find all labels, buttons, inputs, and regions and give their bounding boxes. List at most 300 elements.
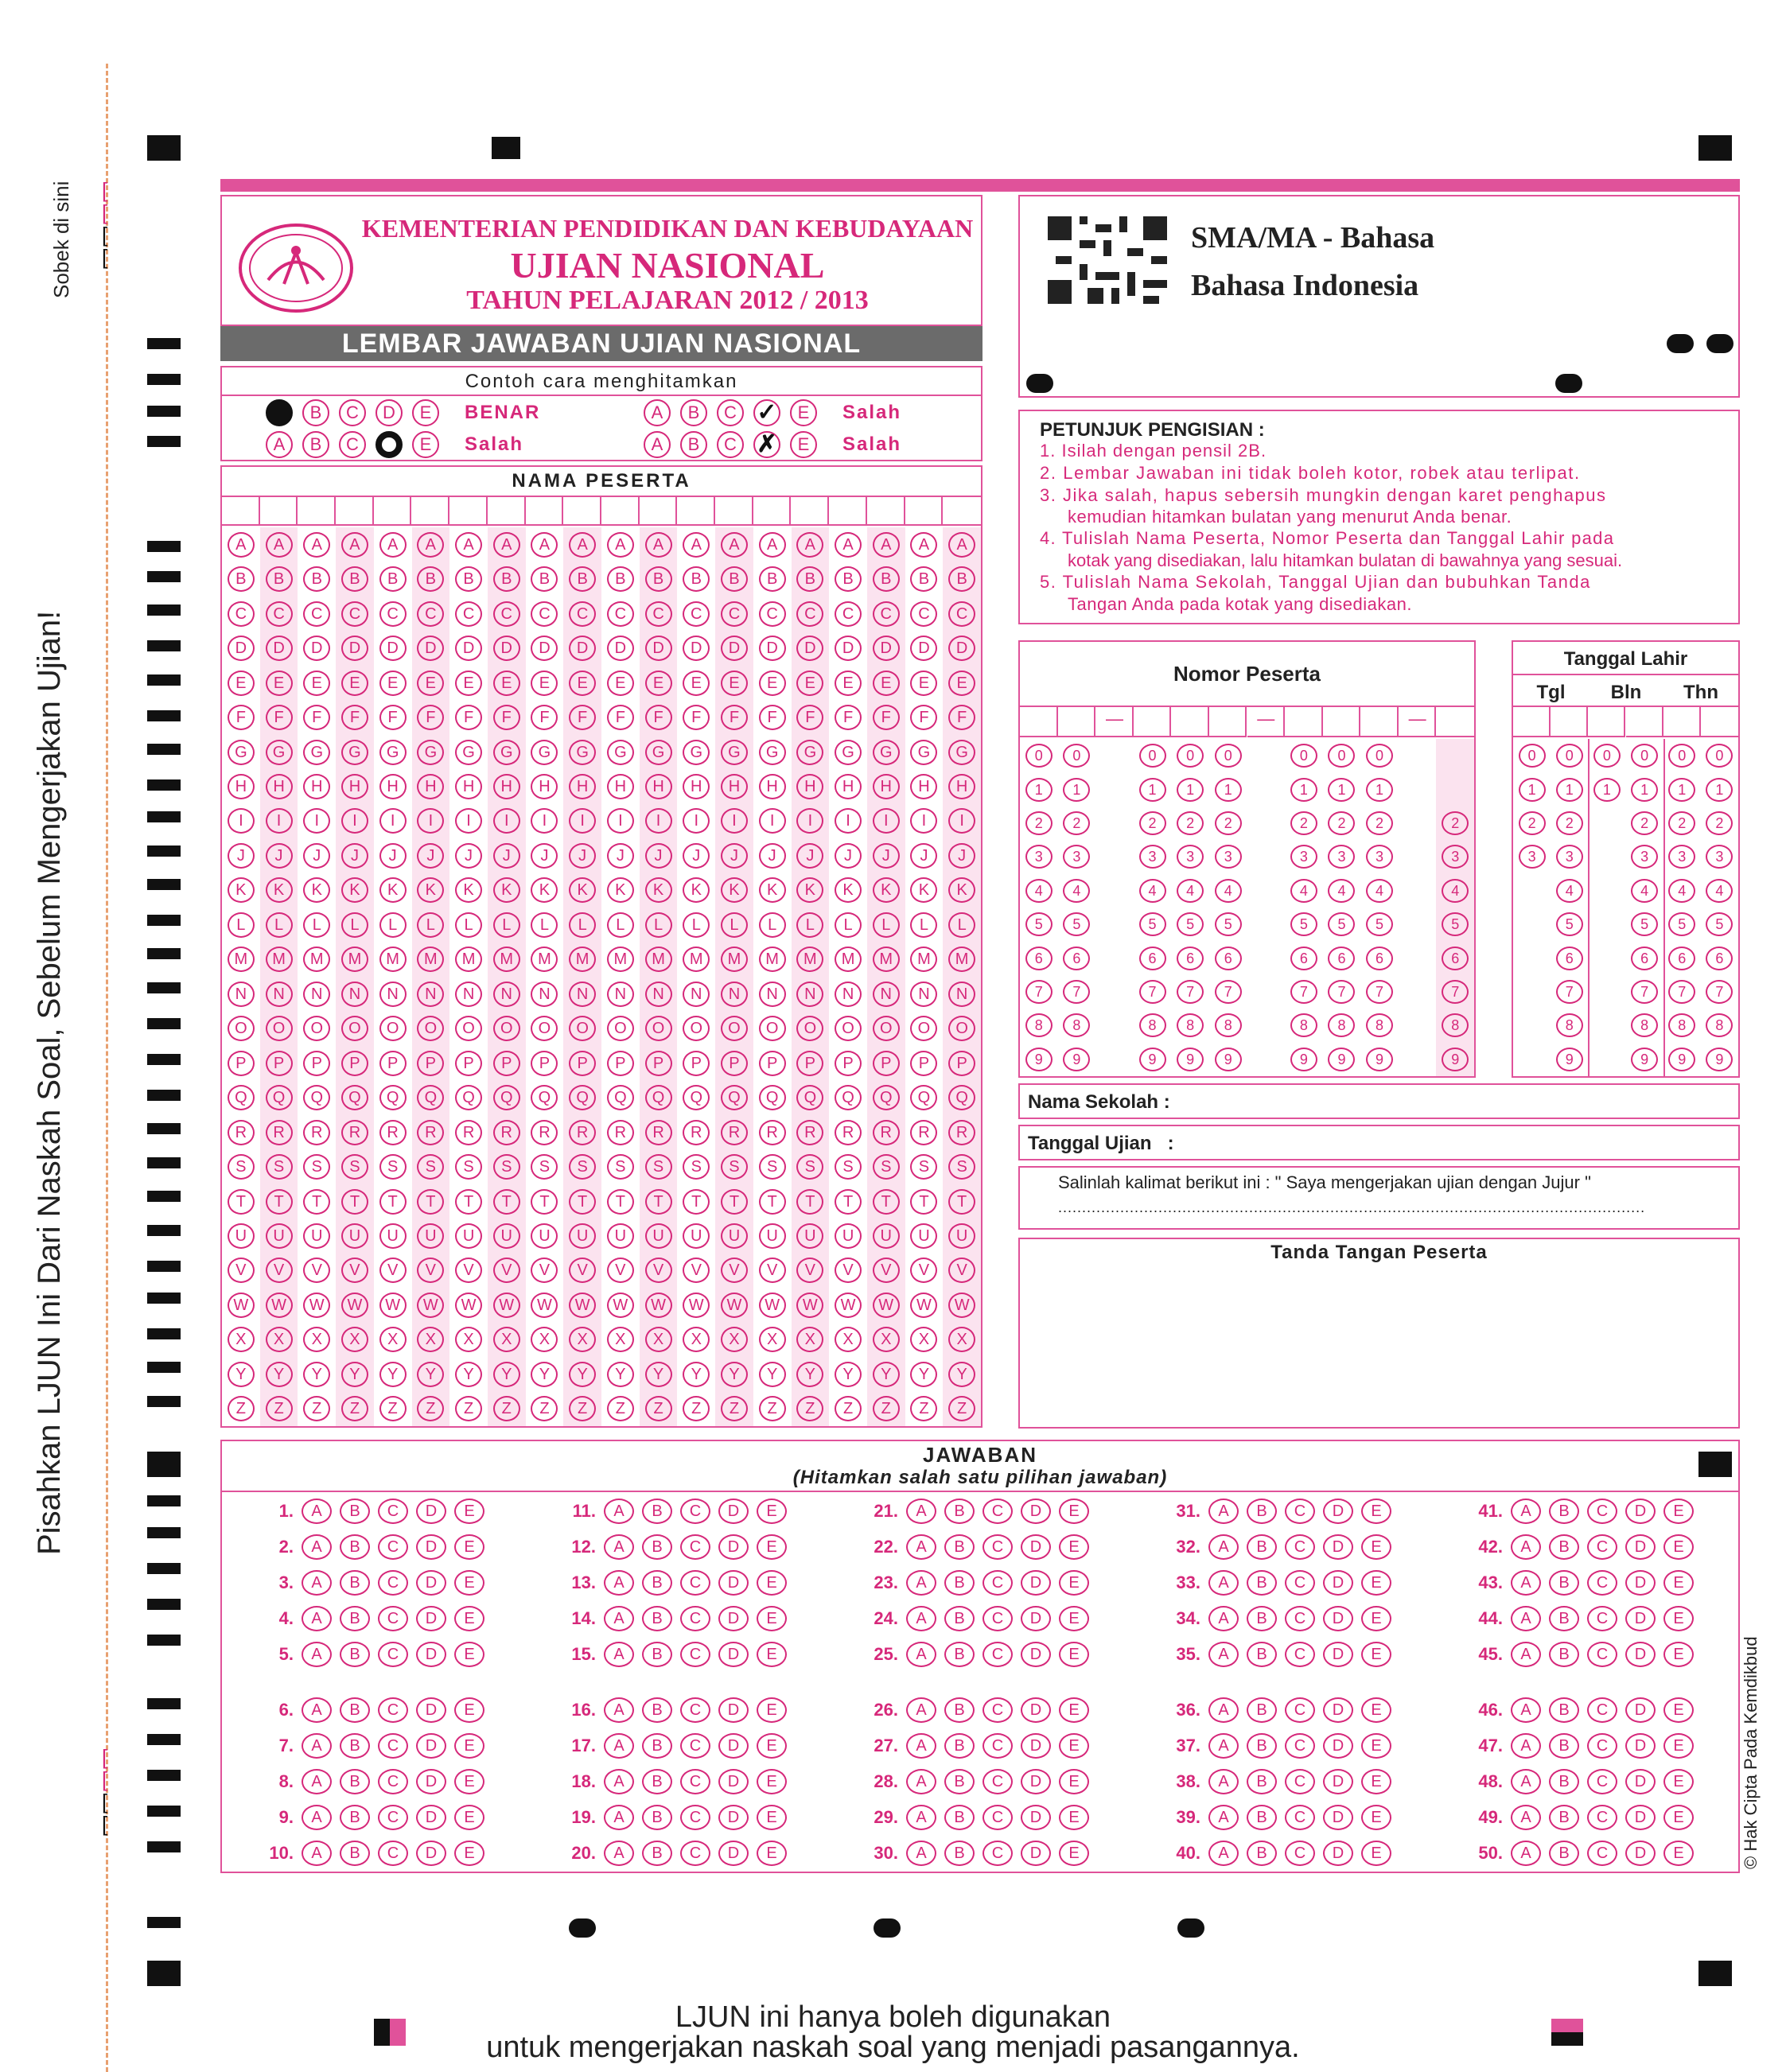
nomor-bubble[interactable]: 2: [1290, 811, 1317, 835]
name-bubble[interactable]: W: [607, 1293, 634, 1318]
answer-bubble[interactable]: C: [680, 1642, 710, 1667]
name-bubble[interactable]: P: [835, 1051, 862, 1076]
name-bubble[interactable]: X: [341, 1327, 368, 1352]
name-bubble[interactable]: S: [493, 1154, 520, 1180]
name-bubble[interactable]: V: [379, 1258, 407, 1283]
name-bubble[interactable]: A: [721, 532, 748, 558]
answer-bubble[interactable]: A: [1208, 1733, 1239, 1759]
answer-bubble[interactable]: D: [1625, 1606, 1656, 1631]
name-bubble[interactable]: T: [417, 1189, 444, 1215]
answer-bubble[interactable]: A: [906, 1733, 936, 1759]
name-bubble[interactable]: H: [303, 774, 330, 799]
name-bubble[interactable]: O: [683, 1016, 710, 1041]
answer-bubble[interactable]: A: [906, 1499, 936, 1524]
name-bubble[interactable]: Q: [645, 1085, 672, 1110]
name-bubble[interactable]: V: [948, 1258, 975, 1283]
name-bubble[interactable]: I: [455, 808, 482, 834]
nomor-bubble[interactable]: 6: [1442, 947, 1469, 970]
name-bubble[interactable]: U: [796, 1223, 823, 1249]
tanggal-bubble[interactable]: 6: [1556, 947, 1583, 970]
name-bubble[interactable]: Q: [873, 1085, 900, 1110]
name-bubble[interactable]: H: [266, 774, 293, 799]
name-bubble[interactable]: R: [569, 1120, 596, 1145]
name-bubble[interactable]: P: [948, 1051, 975, 1076]
nomor-bubble[interactable]: 3: [1139, 845, 1166, 869]
answer-bubble[interactable]: C: [1587, 1769, 1617, 1794]
answer-bubble[interactable]: C: [1285, 1499, 1315, 1524]
name-bubble[interactable]: J: [835, 843, 862, 869]
name-bubble[interactable]: X: [379, 1327, 407, 1352]
nomor-bubble[interactable]: 2: [1442, 811, 1469, 835]
nomor-bubble[interactable]: 1: [1139, 778, 1166, 802]
name-bubble[interactable]: J: [531, 843, 558, 869]
name-bubble[interactable]: A: [759, 532, 786, 558]
name-bubble[interactable]: F: [493, 705, 520, 730]
name-bubble[interactable]: J: [266, 843, 293, 869]
name-bubble[interactable]: S: [417, 1154, 444, 1180]
name-bubble[interactable]: O: [873, 1016, 900, 1041]
answer-bubble[interactable]: D: [1625, 1642, 1656, 1667]
name-bubble[interactable]: B: [531, 566, 558, 592]
answer-bubble[interactable]: B: [1549, 1499, 1579, 1524]
name-bubble[interactable]: V: [228, 1258, 255, 1283]
name-bubble[interactable]: U: [759, 1223, 786, 1249]
nomor-bubble[interactable]: 0: [1290, 744, 1317, 768]
name-bubble[interactable]: R: [341, 1120, 368, 1145]
answer-bubble[interactable]: E: [454, 1570, 484, 1596]
nomor-bubble[interactable]: 0: [1215, 744, 1242, 768]
name-bubble[interactable]: M: [948, 947, 975, 972]
name-bubble[interactable]: Z: [835, 1396, 862, 1421]
answer-bubble[interactable]: E: [757, 1841, 787, 1866]
name-bubble[interactable]: Y: [607, 1362, 634, 1387]
nomor-bubble[interactable]: 9: [1177, 1048, 1204, 1071]
name-bubble[interactable]: K: [493, 877, 520, 903]
name-bubble[interactable]: H: [569, 774, 596, 799]
nomor-bubble[interactable]: 7: [1139, 980, 1166, 1004]
name-bubble[interactable]: D: [569, 636, 596, 661]
name-bubble[interactable]: D: [303, 636, 330, 661]
answer-bubble[interactable]: A: [604, 1733, 634, 1759]
nomor-bubble[interactable]: 9: [1025, 1048, 1053, 1071]
nomor-bubble[interactable]: 7: [1063, 980, 1090, 1004]
name-bubble[interactable]: Q: [607, 1085, 634, 1110]
name-bubble[interactable]: G: [417, 740, 444, 765]
answer-bubble[interactable]: A: [1208, 1697, 1239, 1723]
name-bubble[interactable]: N: [607, 982, 634, 1007]
name-write-boxes[interactable]: [222, 497, 981, 526]
name-bubble[interactable]: H: [645, 774, 672, 799]
name-bubble[interactable]: I: [493, 808, 520, 834]
name-bubble[interactable]: D: [910, 636, 937, 661]
answer-bubble[interactable]: E: [1663, 1606, 1694, 1631]
name-bubble[interactable]: U: [683, 1223, 710, 1249]
nomor-bubble[interactable]: 6: [1215, 947, 1242, 970]
nomor-bubble[interactable]: 3: [1177, 845, 1204, 869]
name-bubble[interactable]: C: [303, 601, 330, 627]
answer-bubble[interactable]: E: [454, 1534, 484, 1560]
name-bubble[interactable]: Q: [379, 1085, 407, 1110]
answer-bubble[interactable]: C: [1285, 1642, 1315, 1667]
answer-bubble[interactable]: C: [1285, 1606, 1315, 1631]
answer-bubble[interactable]: D: [1625, 1697, 1656, 1723]
name-bubble[interactable]: U: [948, 1223, 975, 1249]
answer-bubble[interactable]: D: [1625, 1769, 1656, 1794]
tanggal-bubble[interactable]: 4: [1668, 879, 1695, 903]
name-bubble[interactable]: W: [266, 1293, 293, 1318]
nomor-bubble[interactable]: 1: [1290, 778, 1317, 802]
answer-bubble[interactable]: B: [1247, 1606, 1277, 1631]
answer-bubble[interactable]: B: [1247, 1805, 1277, 1830]
tanggal-bubble[interactable]: 1: [1706, 778, 1733, 802]
answer-bubble[interactable]: C: [982, 1642, 1013, 1667]
answer-bubble[interactable]: B: [642, 1642, 672, 1667]
name-bubble[interactable]: H: [493, 774, 520, 799]
name-bubble[interactable]: C: [569, 601, 596, 627]
name-bubble[interactable]: U: [873, 1223, 900, 1249]
answer-bubble[interactable]: D: [1021, 1841, 1051, 1866]
name-bubble[interactable]: Q: [721, 1085, 748, 1110]
answer-bubble[interactable]: C: [1587, 1642, 1617, 1667]
answer-bubble[interactable]: E: [1361, 1534, 1391, 1560]
name-bubble[interactable]: E: [683, 671, 710, 696]
name-bubble[interactable]: N: [683, 982, 710, 1007]
tanggal-bubble[interactable]: 7: [1556, 980, 1583, 1004]
name-bubble[interactable]: Y: [721, 1362, 748, 1387]
name-bubble[interactable]: S: [759, 1154, 786, 1180]
name-bubble[interactable]: C: [910, 601, 937, 627]
name-bubble[interactable]: C: [493, 601, 520, 627]
name-bubble[interactable]: X: [607, 1327, 634, 1352]
answer-bubble[interactable]: E: [1361, 1499, 1391, 1524]
answer-bubble[interactable]: A: [302, 1733, 332, 1759]
answer-bubble[interactable]: C: [680, 1606, 710, 1631]
name-bubble[interactable]: N: [721, 982, 748, 1007]
answer-bubble[interactable]: D: [416, 1841, 446, 1866]
name-bubble[interactable]: Z: [683, 1396, 710, 1421]
answer-bubble[interactable]: A: [1208, 1534, 1239, 1560]
name-bubble[interactable]: G: [607, 740, 634, 765]
name-bubble[interactable]: S: [683, 1154, 710, 1180]
answer-bubble[interactable]: C: [378, 1606, 408, 1631]
name-bubble[interactable]: V: [683, 1258, 710, 1283]
answer-bubble[interactable]: A: [906, 1606, 936, 1631]
nomor-bubble[interactable]: 8: [1025, 1013, 1053, 1037]
name-bubble[interactable]: G: [910, 740, 937, 765]
answer-bubble[interactable]: B: [642, 1697, 672, 1723]
name-bubble[interactable]: O: [379, 1016, 407, 1041]
answer-bubble[interactable]: D: [1021, 1499, 1051, 1524]
answer-bubble[interactable]: A: [1511, 1642, 1541, 1667]
name-bubble[interactable]: E: [796, 671, 823, 696]
name-bubble[interactable]: D: [796, 636, 823, 661]
name-bubble[interactable]: H: [683, 774, 710, 799]
answer-bubble[interactable]: E: [1059, 1499, 1089, 1524]
name-bubble[interactable]: R: [379, 1120, 407, 1145]
name-bubble[interactable]: G: [569, 740, 596, 765]
name-bubble[interactable]: M: [759, 947, 786, 972]
name-bubble[interactable]: R: [531, 1120, 558, 1145]
name-bubble[interactable]: A: [607, 532, 634, 558]
name-bubble[interactable]: M: [228, 947, 255, 972]
answer-bubble[interactable]: A: [1511, 1499, 1541, 1524]
answer-bubble[interactable]: B: [944, 1697, 975, 1723]
tanggal-bubble[interactable]: 5: [1706, 912, 1733, 936]
nomor-bubble[interactable]: 7: [1290, 980, 1317, 1004]
name-bubble[interactable]: A: [455, 532, 482, 558]
answer-bubble[interactable]: D: [1323, 1697, 1353, 1723]
name-bubble[interactable]: F: [910, 705, 937, 730]
answer-bubble[interactable]: B: [1247, 1769, 1277, 1794]
answer-bubble[interactable]: B: [642, 1534, 672, 1560]
name-bubble[interactable]: O: [228, 1016, 255, 1041]
name-bubble[interactable]: K: [759, 877, 786, 903]
answer-bubble[interactable]: E: [757, 1642, 787, 1667]
nomor-bubble[interactable]: 9: [1063, 1048, 1090, 1071]
name-bubble[interactable]: A: [873, 532, 900, 558]
answer-bubble[interactable]: D: [1021, 1697, 1051, 1723]
name-bubble[interactable]: V: [417, 1258, 444, 1283]
nomor-bubble[interactable]: 9: [1328, 1048, 1355, 1071]
tanggal-bubble[interactable]: 3: [1556, 845, 1583, 869]
name-bubble[interactable]: W: [493, 1293, 520, 1318]
name-bubble[interactable]: D: [721, 636, 748, 661]
name-bubble[interactable]: N: [569, 982, 596, 1007]
tanggal-bubble[interactable]: 5: [1668, 912, 1695, 936]
name-letter-box[interactable]: [905, 497, 944, 524]
tanggal-write-box[interactable]: [1701, 707, 1738, 737]
name-bubble[interactable]: I: [607, 808, 634, 834]
answer-bubble[interactable]: A: [1511, 1534, 1541, 1560]
answer-bubble[interactable]: C: [378, 1570, 408, 1596]
name-bubble[interactable]: G: [645, 740, 672, 765]
name-bubble[interactable]: M: [379, 947, 407, 972]
name-bubble[interactable]: A: [569, 532, 596, 558]
nomor-bubble[interactable]: 7: [1025, 980, 1053, 1004]
name-bubble[interactable]: K: [796, 877, 823, 903]
answer-bubble[interactable]: E: [1361, 1570, 1391, 1596]
name-bubble[interactable]: D: [531, 636, 558, 661]
name-bubble[interactable]: M: [607, 947, 634, 972]
nomor-bubble[interactable]: 0: [1139, 744, 1166, 768]
name-bubble[interactable]: L: [228, 912, 255, 938]
answer-bubble[interactable]: C: [378, 1841, 408, 1866]
name-bubble[interactable]: X: [228, 1327, 255, 1352]
answer-bubble[interactable]: B: [944, 1499, 975, 1524]
name-bubble[interactable]: F: [266, 705, 293, 730]
name-bubble[interactable]: L: [683, 912, 710, 938]
nomor-bubble[interactable]: 0: [1328, 744, 1355, 768]
nomor-bubble[interactable]: 6: [1366, 947, 1393, 970]
answer-bubble[interactable]: B: [340, 1769, 370, 1794]
name-letter-box[interactable]: [526, 497, 564, 524]
name-bubble[interactable]: T: [796, 1189, 823, 1215]
answer-bubble[interactable]: D: [718, 1642, 749, 1667]
name-bubble[interactable]: F: [341, 705, 368, 730]
tanggal-bubble[interactable]: 8: [1631, 1013, 1658, 1037]
answer-bubble[interactable]: B: [340, 1805, 370, 1830]
answer-bubble[interactable]: C: [1285, 1697, 1315, 1723]
name-bubble[interactable]: K: [683, 877, 710, 903]
answer-bubble[interactable]: C: [378, 1769, 408, 1794]
answer-bubble[interactable]: C: [378, 1805, 408, 1830]
name-bubble[interactable]: R: [796, 1120, 823, 1145]
name-bubble[interactable]: E: [493, 671, 520, 696]
tanggal-bubble[interactable]: 9: [1706, 1048, 1733, 1071]
name-bubble[interactable]: S: [645, 1154, 672, 1180]
nomor-write-box[interactable]: [1436, 707, 1474, 737]
answer-bubble[interactable]: E: [1663, 1697, 1694, 1723]
name-bubble[interactable]: R: [303, 1120, 330, 1145]
answer-bubble[interactable]: E: [454, 1769, 484, 1794]
name-bubble[interactable]: H: [341, 774, 368, 799]
tanggal-bubble[interactable]: 2: [1556, 811, 1583, 835]
name-bubble[interactable]: U: [493, 1223, 520, 1249]
name-bubble[interactable]: W: [873, 1293, 900, 1318]
name-bubble[interactable]: G: [303, 740, 330, 765]
name-bubble[interactable]: H: [796, 774, 823, 799]
nomor-write-box[interactable]: [1171, 707, 1209, 737]
name-letter-box[interactable]: [298, 497, 336, 524]
tanggal-bubble[interactable]: 4: [1631, 879, 1658, 903]
name-bubble[interactable]: F: [455, 705, 482, 730]
name-bubble[interactable]: Y: [683, 1362, 710, 1387]
name-letter-box[interactable]: [488, 497, 526, 524]
name-bubble[interactable]: D: [379, 636, 407, 661]
nomor-write-box[interactable]: [1360, 707, 1399, 737]
name-bubble[interactable]: W: [417, 1293, 444, 1318]
name-bubble[interactable]: D: [835, 636, 862, 661]
name-bubble[interactable]: L: [266, 912, 293, 938]
name-bubble[interactable]: P: [796, 1051, 823, 1076]
name-bubble[interactable]: Z: [796, 1396, 823, 1421]
answer-bubble[interactable]: C: [680, 1805, 710, 1830]
answer-bubble[interactable]: A: [906, 1769, 936, 1794]
name-bubble[interactable]: T: [873, 1189, 900, 1215]
tanggal-bubble[interactable]: 1: [1593, 778, 1621, 802]
name-bubble[interactable]: T: [455, 1189, 482, 1215]
name-bubble[interactable]: X: [948, 1327, 975, 1352]
answer-bubble[interactable]: A: [302, 1534, 332, 1560]
answer-bubble[interactable]: C: [982, 1841, 1013, 1866]
name-bubble[interactable]: R: [759, 1120, 786, 1145]
answer-bubble[interactable]: A: [302, 1805, 332, 1830]
name-bubble[interactable]: M: [303, 947, 330, 972]
name-bubble[interactable]: Y: [645, 1362, 672, 1387]
name-bubble[interactable]: X: [721, 1327, 748, 1352]
name-bubble[interactable]: Z: [228, 1396, 255, 1421]
name-bubble[interactable]: L: [796, 912, 823, 938]
name-bubble[interactable]: M: [835, 947, 862, 972]
name-bubble[interactable]: L: [569, 912, 596, 938]
nomor-bubble[interactable]: 8: [1063, 1013, 1090, 1037]
name-bubble[interactable]: P: [607, 1051, 634, 1076]
answer-bubble[interactable]: A: [1208, 1805, 1239, 1830]
tanggal-bubble[interactable]: 4: [1706, 879, 1733, 903]
answer-bubble[interactable]: D: [416, 1733, 446, 1759]
answer-bubble[interactable]: D: [1625, 1805, 1656, 1830]
nomor-bubble[interactable]: 3: [1025, 845, 1053, 869]
tanggal-bubble[interactable]: 1: [1631, 778, 1658, 802]
name-bubble[interactable]: Z: [341, 1396, 368, 1421]
name-letter-box[interactable]: [640, 497, 678, 524]
answer-bubble[interactable]: E: [1663, 1499, 1694, 1524]
name-bubble[interactable]: H: [759, 774, 786, 799]
answer-bubble[interactable]: A: [302, 1499, 332, 1524]
name-bubble[interactable]: I: [835, 808, 862, 834]
name-bubble[interactable]: K: [910, 877, 937, 903]
name-bubble[interactable]: A: [417, 532, 444, 558]
name-bubble[interactable]: E: [607, 671, 634, 696]
name-bubble[interactable]: S: [873, 1154, 900, 1180]
answer-bubble[interactable]: B: [1549, 1534, 1579, 1560]
name-bubble[interactable]: Q: [531, 1085, 558, 1110]
name-bubble[interactable]: Z: [531, 1396, 558, 1421]
answer-bubble[interactable]: D: [416, 1499, 446, 1524]
name-bubble[interactable]: O: [948, 1016, 975, 1041]
name-bubble[interactable]: P: [721, 1051, 748, 1076]
name-bubble[interactable]: C: [948, 601, 975, 627]
answer-bubble[interactable]: B: [1549, 1805, 1579, 1830]
nomor-bubble[interactable]: 2: [1215, 811, 1242, 835]
name-bubble[interactable]: M: [873, 947, 900, 972]
name-bubble[interactable]: N: [873, 982, 900, 1007]
name-bubble[interactable]: X: [569, 1327, 596, 1352]
answer-bubble[interactable]: D: [1323, 1841, 1353, 1866]
tanggal-write-box[interactable]: [1513, 707, 1551, 737]
answer-bubble[interactable]: B: [340, 1499, 370, 1524]
answer-bubble[interactable]: A: [302, 1606, 332, 1631]
name-bubble[interactable]: W: [379, 1293, 407, 1318]
name-bubble[interactable]: J: [796, 843, 823, 869]
nomor-bubble[interactable]: 5: [1139, 912, 1166, 936]
name-bubble[interactable]: S: [910, 1154, 937, 1180]
name-bubble[interactable]: Q: [455, 1085, 482, 1110]
answer-bubble[interactable]: A: [906, 1570, 936, 1596]
answer-bubble[interactable]: D: [1323, 1534, 1353, 1560]
name-bubble[interactable]: B: [910, 566, 937, 592]
name-bubble[interactable]: I: [948, 808, 975, 834]
name-bubble[interactable]: D: [417, 636, 444, 661]
name-bubble[interactable]: S: [796, 1154, 823, 1180]
name-bubble[interactable]: B: [835, 566, 862, 592]
name-bubble[interactable]: G: [493, 740, 520, 765]
name-bubble[interactable]: E: [873, 671, 900, 696]
name-bubble[interactable]: S: [721, 1154, 748, 1180]
name-bubble[interactable]: I: [645, 808, 672, 834]
answer-bubble[interactable]: D: [1625, 1841, 1656, 1866]
answer-bubble[interactable]: B: [944, 1570, 975, 1596]
nomor-bubble[interactable]: 3: [1215, 845, 1242, 869]
answer-bubble[interactable]: B: [1549, 1642, 1579, 1667]
answer-bubble[interactable]: C: [378, 1697, 408, 1723]
name-bubble[interactable]: Q: [228, 1085, 255, 1110]
name-bubble[interactable]: T: [607, 1189, 634, 1215]
tanggal-bubble[interactable]: 0: [1519, 744, 1546, 768]
nomor-bubble[interactable]: 4: [1215, 879, 1242, 903]
name-bubble[interactable]: X: [645, 1327, 672, 1352]
nomor-bubble[interactable]: 1: [1063, 778, 1090, 802]
name-bubble[interactable]: W: [796, 1293, 823, 1318]
answer-bubble[interactable]: C: [378, 1733, 408, 1759]
name-bubble[interactable]: S: [531, 1154, 558, 1180]
answer-bubble[interactable]: E: [454, 1642, 484, 1667]
name-bubble[interactable]: N: [379, 982, 407, 1007]
name-bubble[interactable]: K: [835, 877, 862, 903]
name-bubble[interactable]: U: [228, 1223, 255, 1249]
name-bubble[interactable]: N: [910, 982, 937, 1007]
tanggal-bubble[interactable]: 3: [1631, 845, 1658, 869]
